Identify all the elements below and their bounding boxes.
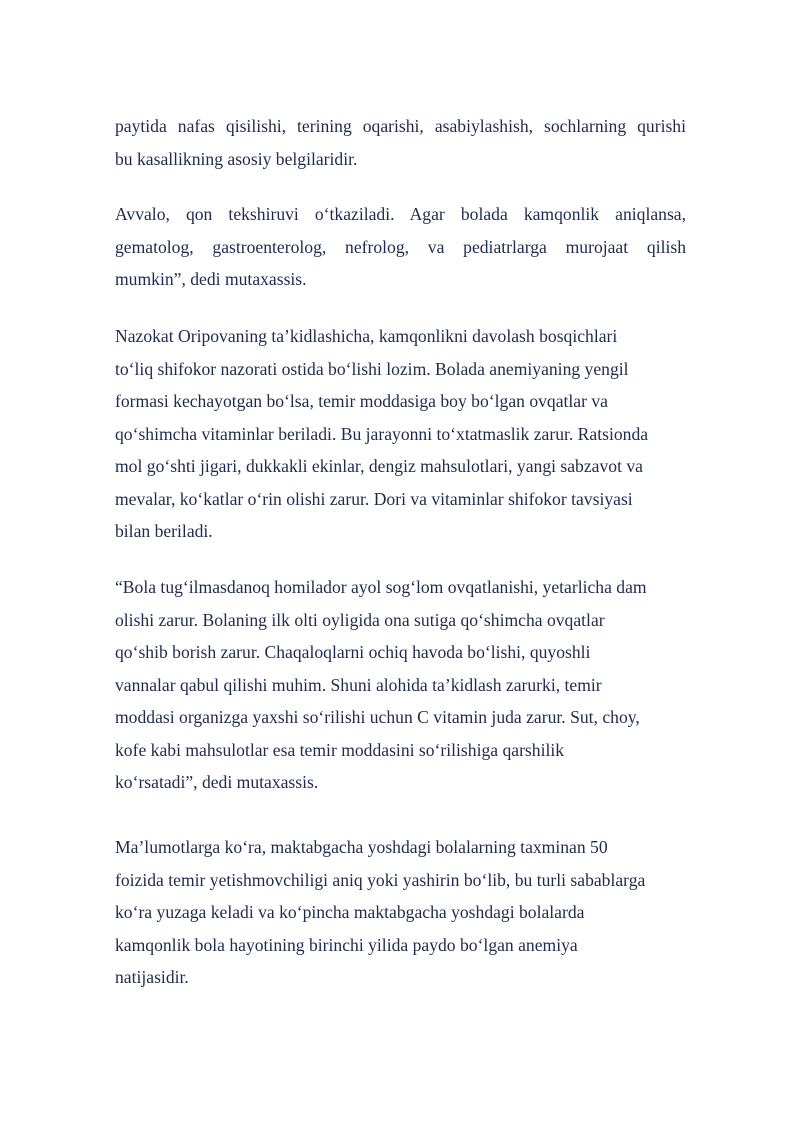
paragraph-3 — [115, 320, 686, 548]
paragraph-2 — [115, 198, 686, 296]
paragraph-line: bilan beriladi. — [115, 521, 213, 541]
paragraph-line: kamqonlik bola hayotining birinchi yilida paydo bo‘lgan anemiya — [115, 934, 578, 955]
paragraph-line: foizida temir yetishmovchiligi aniq yoki yashirin bo‘lib, bu turli sabablarga — [115, 869, 646, 890]
paragraph-line: kofe kabi mahsulotlar esa temir moddasini so‘rilishiga qarshilik — [115, 739, 565, 760]
paragraph-line: qo‘shib borish zarur. Chaqaloqlarni ochiq havoda bo‘lishi, quyoshli — [115, 642, 591, 662]
paragraph-line: paytida nafas qisilishi, terining oqarishi, asabiylashish, sochlarning qurishi — [115, 116, 686, 136]
paragraph-line: bu kasallikning asosiy belgilaridir. — [115, 148, 358, 169]
paragraph-line: mevalar, ko‘katlar o‘rin olishi zarur. Dori va vitaminlar shifokor tavsiyasi — [115, 488, 633, 509]
paragraph-line: Nazokat Oripovaning ta’kidlashicha, kamqonlikni davolash bosqichlari — [115, 326, 618, 346]
paragraph-line: mumkin”, dedi mutaxassis. — [115, 269, 307, 289]
paragraph-line: Avvalo, qon tekshiruvi o‘tkaziladi. Agar bolada kamqonlik aniqlansa, — [115, 204, 686, 224]
paragraph-line: vannalar qabul qilishi muhim. Shuni alohida ta’kidlash zarurki, temir — [115, 674, 602, 695]
paragraph-line: gematolog, gastroenterolog, nefrolog, va pediatrlarga murojaat qilish — [115, 236, 686, 257]
paragraph-line: mol go‘shti jigari, dukkakli ekinlar, dengiz mahsulotlari, yangi sabzavot va — [115, 456, 643, 476]
paragraph-line: ko‘rsatadi”, dedi mutaxassis. — [115, 772, 319, 792]
paragraph-1 — [115, 110, 686, 175]
paragraph-5 — [115, 831, 686, 994]
paragraph-line: qo‘shimcha vitaminlar beriladi. Bu jarayonni to‘xtatmaslik zarur. Ratsionda — [115, 423, 649, 444]
paragraph-line: moddasi organizga yaxshi so‘rilishi uchun C vitamin juda zarur. Sut, choy, — [115, 707, 640, 727]
paragraph-4 — [115, 571, 686, 799]
paragraph-line: natijasidir. — [115, 967, 189, 987]
paragraph-line: olishi zarur. Bolaning ilk olti oyligida ona sutiga qo‘shimcha ovqatlar — [115, 609, 605, 630]
paragraph-line: ko‘ra yuzaga keladi va ko‘pincha maktabgacha yoshdagi bolalarda — [115, 902, 585, 922]
paragraph-line: formasi kechayotgan bo‘lsa, temir moddasiga boy bo‘lgan ovqatlar va — [115, 391, 608, 411]
paragraph-line: Ma’lumotlarga ko‘ra, maktabgacha yoshdagi bolalarning taxminan 50 — [115, 837, 608, 857]
paragraph-line: to‘liq shifokor nazorati ostida bo‘lishi lozim. Bolada anemiyaning yengil — [115, 358, 629, 379]
paragraph-line: “Bola tug‘ilmasdanoq homilador ayol sog‘lom ovqatlanishi, yetarlicha dam — [115, 577, 647, 597]
